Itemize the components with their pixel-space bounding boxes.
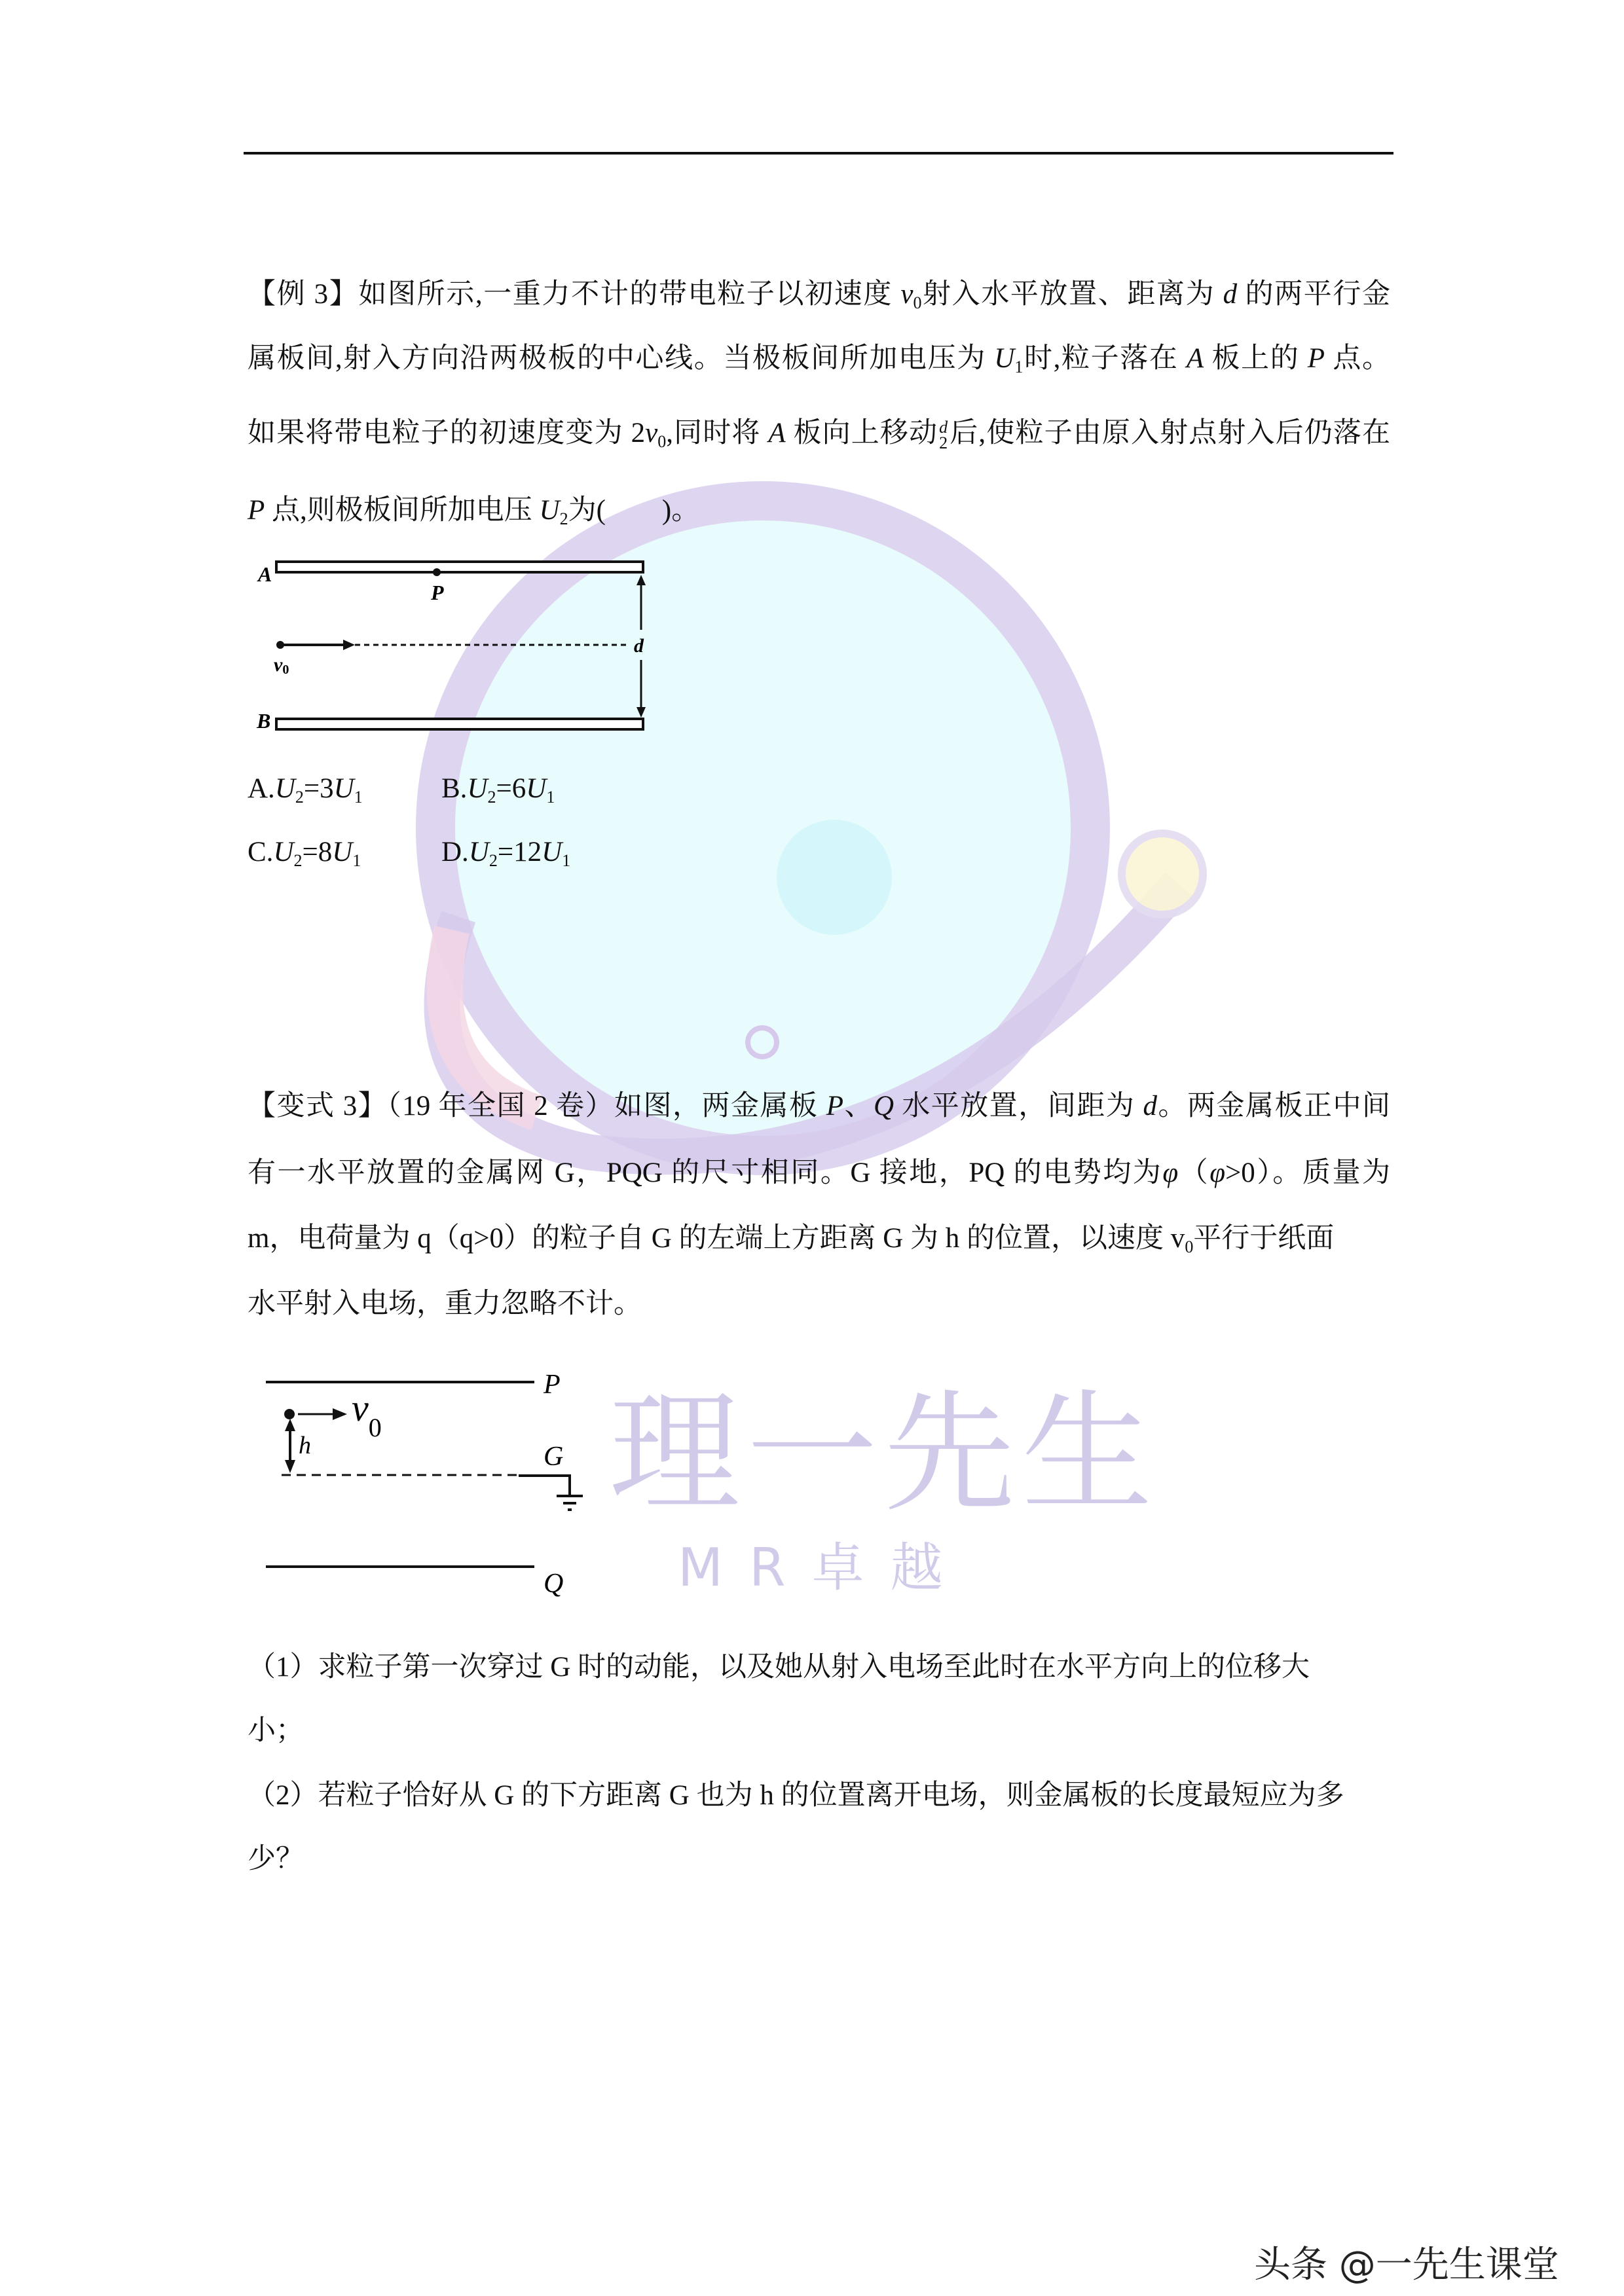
label-q: Q bbox=[544, 1569, 564, 1599]
label-a: A bbox=[258, 562, 272, 586]
arrow-head bbox=[285, 1460, 295, 1473]
example-tag: 【例 3】 bbox=[248, 279, 359, 310]
sub: 2 bbox=[293, 851, 303, 870]
var: A bbox=[768, 418, 786, 448]
text: 平行于纸面 bbox=[1193, 1223, 1335, 1254]
sub: 0 bbox=[657, 432, 667, 451]
text: 。两金属板正中间 bbox=[1157, 1091, 1390, 1121]
footer-source-watermark: 头条 @一先生课堂 bbox=[1254, 2244, 1559, 2286]
text: 射入水平放置、距离为 bbox=[921, 279, 1223, 310]
label-p: P bbox=[431, 581, 444, 604]
sub: 2 bbox=[295, 788, 304, 807]
example-line-2 bbox=[248, 339, 1390, 378]
option-a[interactable] bbox=[248, 769, 363, 809]
text: 水平放置，间距为 bbox=[894, 1091, 1143, 1121]
question-1-line-1: （1）求粒子第一次穿过 G 时的动能，以及她从射入电场至此时在水平方向上的位移大 bbox=[248, 1652, 1310, 1683]
label-p: P bbox=[544, 1370, 561, 1400]
text: >0）。质量为 bbox=[1225, 1157, 1390, 1188]
text: 后,使粒子由原入射点射入后仍落在 bbox=[949, 418, 1390, 448]
question-2-line-1: （2）若粒子恰好从 G 的下方距离 G 也为 h 的位置离开电场，则金属板的长度最短应为多 bbox=[248, 1780, 1344, 1811]
option-b[interactable] bbox=[441, 769, 555, 809]
var: U bbox=[274, 773, 295, 804]
text: 为( )。 bbox=[568, 495, 700, 526]
option-label: C. bbox=[248, 837, 274, 867]
text: =6 bbox=[496, 773, 526, 804]
sub: 1 bbox=[562, 851, 571, 870]
label-v0: $v_0$ bbox=[352, 1387, 382, 1442]
denominator: 2 bbox=[939, 433, 948, 453]
header-rule bbox=[244, 152, 1393, 155]
question-2-line-2: 少？ bbox=[248, 1844, 304, 1874]
var: U bbox=[333, 773, 354, 804]
example-line-4 bbox=[248, 491, 1390, 530]
var: P bbox=[826, 1091, 843, 1121]
label-d: d bbox=[634, 635, 644, 657]
var: U bbox=[994, 343, 1015, 374]
label-v0: v0 bbox=[274, 654, 289, 677]
var: v bbox=[900, 279, 913, 310]
watermark-subtitle: MR卓越 bbox=[678, 1537, 969, 1598]
sub: 1 bbox=[352, 851, 361, 870]
text: 、 bbox=[843, 1091, 874, 1121]
option-d[interactable] bbox=[441, 833, 570, 872]
variant-line-3 bbox=[248, 1219, 1390, 1258]
var: U bbox=[332, 837, 353, 867]
sub: 1 bbox=[354, 788, 363, 807]
fraction-d-over-2 bbox=[939, 420, 948, 451]
sub: 0 bbox=[913, 293, 922, 312]
arrow-head bbox=[637, 707, 646, 718]
label-b: B bbox=[257, 709, 271, 733]
example-line-3 bbox=[248, 414, 1390, 453]
var: U bbox=[539, 495, 560, 526]
ground-icon bbox=[519, 1476, 583, 1510]
text: =12 bbox=[497, 837, 542, 867]
var: φ bbox=[1162, 1157, 1179, 1188]
var: A bbox=[1186, 343, 1204, 374]
text: 点。 bbox=[1325, 343, 1390, 374]
numerator: d bbox=[939, 418, 948, 437]
var: U bbox=[526, 773, 547, 804]
parallel-plates-diagram bbox=[255, 556, 655, 737]
sub: 1 bbox=[546, 788, 555, 807]
var: P bbox=[248, 495, 265, 526]
arrow-head bbox=[343, 640, 355, 650]
text: 的两平行金 bbox=[1237, 279, 1390, 310]
pqg-plates-diagram bbox=[262, 1355, 629, 1617]
var: U bbox=[273, 837, 294, 867]
label-h: h bbox=[299, 1432, 311, 1459]
var: Q bbox=[873, 1091, 895, 1121]
arrow-head bbox=[637, 575, 646, 585]
var: φ bbox=[1209, 1157, 1226, 1188]
var: U bbox=[468, 837, 489, 867]
variant-line-4 bbox=[248, 1285, 1390, 1324]
text: 板向上移动 bbox=[785, 418, 938, 448]
option-label: B. bbox=[441, 773, 468, 804]
text: 时,粒子落在 bbox=[1023, 343, 1187, 374]
option-c[interactable] bbox=[248, 833, 361, 872]
text: 点,则极板间所加电压 bbox=[265, 495, 540, 526]
text: m，电荷量为 q（q>0）的粒子自 G 的左端上方距离 G 为 h 的位置，以速度 v bbox=[248, 1223, 1185, 1254]
var: U bbox=[467, 773, 488, 804]
variant-line-2 bbox=[248, 1154, 1390, 1193]
var: U bbox=[542, 837, 563, 867]
particle-dot bbox=[284, 1409, 295, 1419]
sub: 1 bbox=[1014, 357, 1024, 376]
text: 如图所示,一重力不计的带电粒子以初速度 bbox=[358, 279, 901, 310]
text: 有一水平放置的金属网 G，PQG 的尺寸相同。G 接地，PQ 的电势均为 bbox=[248, 1157, 1163, 1188]
sub: 2 bbox=[489, 851, 498, 870]
sub: 2 bbox=[487, 788, 496, 807]
text: 如果将带电粒子的初速度变为 2 bbox=[248, 418, 646, 448]
var: d bbox=[1143, 1091, 1158, 1121]
var: v bbox=[645, 418, 658, 448]
text: 属板间,射入方向沿两极板的中心线。当极板间所加电压为 bbox=[248, 343, 995, 374]
option-label: A. bbox=[248, 773, 275, 804]
text: 水平射入电场，重力忽略不计。 bbox=[248, 1288, 642, 1319]
text: 【变式 3】（19 年全国 2 卷）如图，两金属板 bbox=[248, 1091, 826, 1121]
question-1-line-2: 小； bbox=[248, 1715, 304, 1746]
var: d bbox=[1223, 279, 1238, 310]
text: =3 bbox=[303, 773, 334, 804]
point-p bbox=[433, 568, 441, 576]
arrow-head bbox=[285, 1419, 295, 1431]
text: （ bbox=[1178, 1157, 1210, 1188]
watermark-title: 理一先生 bbox=[609, 1377, 1160, 1530]
text: ,同时将 bbox=[666, 418, 769, 448]
text: 板上的 bbox=[1204, 343, 1308, 374]
label-g: G bbox=[544, 1442, 564, 1472]
sub: 0 bbox=[1185, 1237, 1194, 1256]
plate-a bbox=[276, 562, 643, 572]
arrow-head bbox=[333, 1408, 347, 1420]
sub: 2 bbox=[559, 509, 568, 528]
variant-line-1 bbox=[248, 1087, 1390, 1126]
var: P bbox=[1307, 343, 1325, 374]
example-line-1 bbox=[248, 275, 1390, 314]
text: =8 bbox=[302, 837, 333, 867]
option-label: D. bbox=[441, 837, 469, 867]
plate-b bbox=[276, 719, 643, 729]
